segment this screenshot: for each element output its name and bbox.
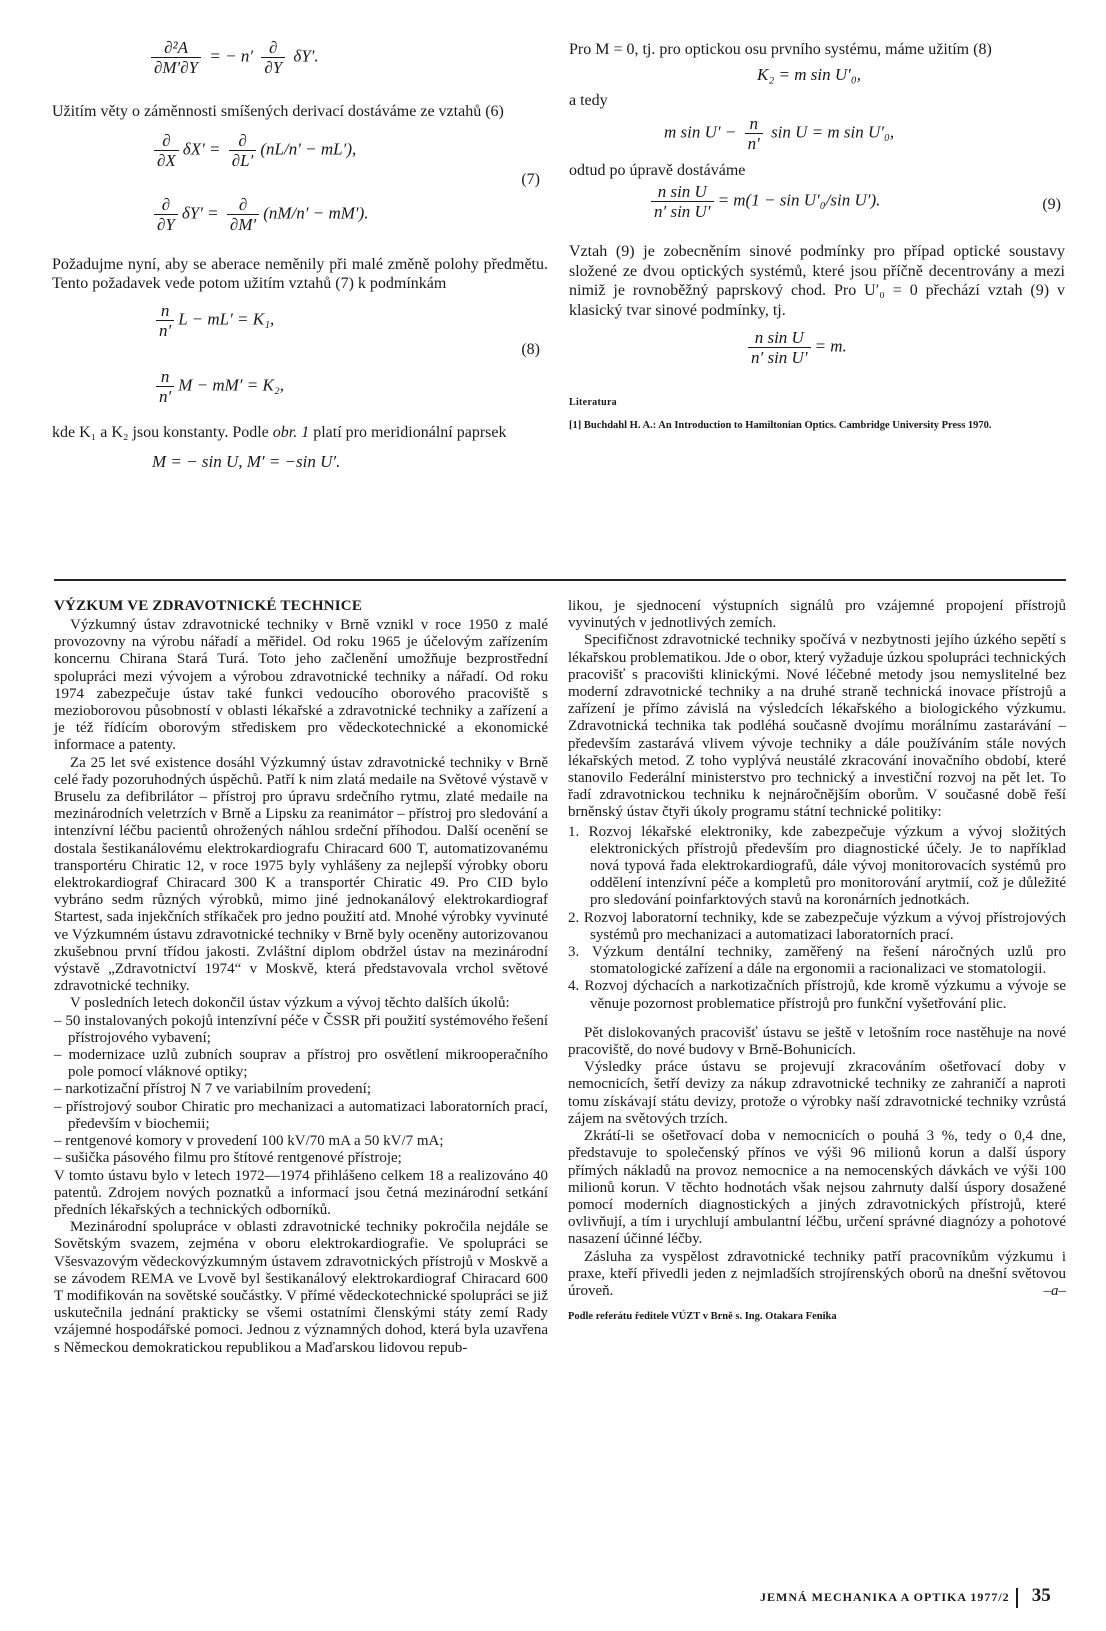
article-paragraph-2: Za 25 let své existence dosáhl Výzkumný ústav zdravotnické techniky v Brně celé řady pozoruhodných úspěchů. Patří k nim zlatá medaile na Světové výstavě v Bruselu za defibrilátor – přístroj pro úpravu srdečního rytmu, zlaté medaile na mezinárodních veletrzích v Brně a Lipsku za reanimátor – přístroj pro sledování a intenzívní léčbu pacientů ohrožených náhlou srdeční příhodou. Další ocenění se dostala šestikanálovému elektrokardiografu Chiracard 600 T, automatizovanému transportéru Chiratic 12, v roce 1975 byly vyhlášeny za nejlepší výrobky oboru elektrokardiograf Chiracard 300 K a transportér Chiratic 49. Pro CID bylo vybráno sedm různých výrobků, mimo jiné jednokanálový elektrokardiograf Startest, sada injekčních stříkaček pro jedno použití atd. Mnohé výrobky vyvinuté ve Výzkumném ústavu zdravotnické techniky v Brně byly oceněny autorizovanou zkušebnou první třídou jakosti. Zvláštní diplom obdržel ústav na mezinárodní výstavě „Zdravotnictví 1974“ v Moskvě, která představovala vrchol světové zdravotnické techniky. [54,754,548,995]
article-title: VÝZKUM VE ZDRAVOTNICKÉ TECHNICE [54,598,363,614]
list-item: 2. Rozvoj laboratorní techniky, kde se zabezpečuje výzkum a vývoj přístrojových systémů pro mechanizaci a automatizaci laboratorních prací. [568,909,1066,943]
article-source: Podle referátu ředitele VÚZT v Brně s. Ing. Otakara Fenika [568,1311,837,1323]
paragraph-sine-condition: Vztah (9) je zobecněním sinové podmínky pro případ optické soustavy složené ze dvou optických systémů, které jsou příčně decentrovány a mezi nimiž je rovnoběžný paprskový chod. Pro U′₀ = 0 přechází vztah (9) v klasický tvar sinové podmínky, tj. [569,243,1065,319]
equation-final: $\frac{\text{n sin U}}{\text{n′ sin U′}}$ = m. [744,328,1065,367]
list-item: 3. Výzkum dentální techniky, zaměřený na řešení náročných uzlů pro stomatologické zařízení a dále na ergonomii a racionalizaci ve stomatologii. [568,944,1066,978]
page-footer [760,1585,1051,1608]
article-right-paragraph-5: Zkrátí-li se ošetřovací doba v nemocnicích o pouhá 3 %, tedy o 0,4 dne, představuje to společenský přínos ve výši 96 milionů korun a další úspory přímých nákladů na provoz nemocnice a na nemocenských dávkách ve výši 100 milionů korun. V těchto hodnotách však nejsou zahrnuty další úspory dosažené pomocí moderních diagnostických a jiných zdravotnických přístrojů, které ovlivňují, a tím i urychlují ambulantní léčbu, určení správné diagnózy a pohotové nasazení účinné léčby. [568,1128,1066,1248]
footer-divider [1016,1588,1018,1608]
article-paragraph-3: V posledních letech dokončil ústav výzkum a vývoj těchto dalších úkolů: [70,995,510,1012]
equation-8-number: (8) [521,341,540,358]
list-item: – rentgenové komory v provedení 100 kV/70 mA a 50 kV/7 mA; [54,1133,444,1150]
equation-9-block [569,182,1065,230]
article-right-paragraph-4: Výsledky práce ústavu se projevují zkracováním ošetřovací doby v nemocnicích, šetří devizy za nákup zdravotnické techniky ze zahraničí a naproti tomu získávají státu devizy, protože o výrobky naší zdravotnické techniky vzrůstá zájem na světových trzích. [568,1059,1066,1127]
equation-7b: $\frac{\partial}{\partial Y}$ δY′ = $\frac{\partial}{\partial M'}$ (nM/n′ − mM′). [150,195,369,234]
equation-meridional: M = − sin U, M′ = −sin U′. [152,452,341,471]
article-paragraph-4: V tomto ústavu bylo v letech 1972—1974 přihlášeno celkem 18 a realizováno 40 patentů. Zdrojem nových poznatků a informací jsou četná mezinárodní setkání předních lékařských a technických odborníků. [54,1167,548,1218]
article-paragraph-5: Mezinárodní spolupráce v oblasti zdravotnické techniky pokročila nejdále se Sovětským svazem, zejména v oboru elektrokardiografie. Ve spolupráci se Všesvazovým vědeckovýzkumným ústavem zdravotnických přístrojů v Moskvě a se závodem REMA ve Lvově byl šestikanálový elektrokardiograf Chiracard 600 T modifikován na sovětské součástky. V přímé vědeckotechnické spolupráci se již uskutečnila jednání prakticky se všemi ostatními členskými státy zemí Rady vzájemné hospodářské pomoci. Jednou z významných dohod, která byla uzavřena s Německou demokratickou republikou a Maďarskou lidovou repub- [54,1219,548,1356]
section-divider [54,579,1066,581]
equation-8-block [52,301,548,419]
list-item: – narkotizační přístroj N 7 ve variabilním provedení; [54,1081,371,1098]
paragraph-and-then: a tedy [569,92,608,109]
paragraph-optical-axis: Pro M = 0, tj. pro optickou osu prvního systému, máme užitím (8) [569,41,992,58]
equation-9: $\frac{\text{n sin U}}{\text{n′ sin U′}}$ = m(1 − sin U′₀/sin U′). [647,182,880,221]
task-list [54,1013,548,1168]
equation-7-block [52,129,548,247]
article-right-paragraph-3: Pět dislokovaných pracovišť ústavu se ještě v letošním roce nastěhuje na nové pracoviště, do nové budovy v Brně-Bohunicích. [568,1024,1066,1059]
equation-7-number: (7) [521,171,540,188]
equation-k2: K₂ = m sin U′₀, [757,65,861,84]
article-paragraph-1: Výzkumný ústav zdravotnické techniky v Brně vznikl v roce 1950 z malé provozovny na výrobu nářadí a měřidel. Od roku 1965 je účelovým zařízením koncernu Chirana Stará Turá. Toto jeho začlenění umožňuje bezprostřední spolupráci mezi vývojem a výrobou zdravotnické techniky a nářadí. Od roku 1974 zabezpečuje ústav také funkci vedoucího oborového pracoviště s mezioborovou působností v oblasti lékařské a zdravotnické techniky a zařízení a je též řídícím oborovým střediskem pro vědeckotechnické a ekonomické informace a patenty. [54,617,548,754]
equation-7a: $\frac{\partial}{\partial X}$ δX′ = $\frac{\partial}{\partial L'}$ (nL/n′ − mL′), [150,131,356,170]
list-item: – sušička pásového filmu pro štítové rentgenové přístroje; [54,1150,402,1167]
equation-msin: m sin U′ − $\frac{n}{n'}$ sin U = m sin U′₀, [664,114,895,153]
constants-text-b: platí pro meridionální paprsek [309,424,507,441]
literature-heading: Literatura [569,397,617,408]
closing-text: Zásluha za vyspělost zdravotnické techniky patří pracovníkům výzkumu i praxe, kteří přivedli jeden z nejmladších strojírenských oborů na dnešní světovou úroveň. [568,1248,1066,1299]
top-right-column [569,40,1065,432]
article-left-column [54,598,548,1357]
journal-name: JEMNÁ MECHANIKA A OPTIKA 1977/2 [760,1590,1010,1604]
literature-item: [1] Buchdahl H. A.: An Introduction to Hamiltonian Optics. Cambridge University Press 1970. [569,420,992,431]
page-number: 35 [1031,1585,1051,1606]
article-right-paragraph-6 [568,1249,1066,1301]
author-signature: –a– [1043,1282,1066,1299]
paragraph-intro: Užitím věty o záměnnosti smíšených derivací dostáváme ze vztahů (6) [52,103,504,120]
equation-9-number: (9) [1042,196,1061,213]
paragraph-requirement: Požadujme nyní, aby se aberace neměnily při malé změně polohy předmětu. Tento požadavek vede potom užitím vztahů (7) k podmínkám [52,256,548,292]
list-item: 4. Rozvoj dýchacích a narkotizačních přístrojů, kde kromě výzkumu a vývoje se věnuje pozornost problematice přístrojů pro funkční vyšetřování plic. [568,978,1066,1012]
equation-8a: $\frac{n}{n'}$ L − mL′ = K₁, [152,301,274,340]
paragraph-rearrange: odtud po úpravě dostáváme [569,162,746,179]
article-right-column [568,598,1066,1323]
figure-reference: obr. 1 [272,424,310,441]
article-right-paragraph-1: likou, je sjednocení výstupních signálů pro vzájemné propojení přístrojů vyvinutých v jednotlivých zemích. [568,598,1066,632]
article-right-paragraph-2: Specifičnost zdravotnické techniky spočívá v nezbytnosti jejího úzkého sepětí s lékařskou problematikou. Jde o obor, který vyžaduje úzkou spolupráci technických pracovišť s pracovišti klinickými. Nové léčebné metody jsou nemyslitelné bez moderní zdravotnické techniky a na druhé straně technická inovace přístrojů a zařízení je přímo závislá na výsledcích lékařského a biologického výzkumu. Zdravotnická technika tak podléhá současně dvojímu morálnímu zastarávání – především zastarává vlivem vývoje techniky a dále používáním stále nových lékařských metod. Z toho vyplývá neustálé zkracování inovačního období, které stanovilo Federální ministerstvo pro technický a investiční rozvoj na pět let. To řadí zdravotnickou techniku k nejnáročnějším oborům. V současné době řeší brněnský ústav čtyři úkoly programu státní technické politiky: [568,632,1067,821]
list-item: – přístrojový soubor Chiratic pro mechanizaci a automatizaci laboratorních prací, především v biochemii; [54,1098,548,1132]
list-item: – 50 instalovaných pokojů intenzívní péče v ČSSR při použití systémového řešení přístrojového vybavení; [54,1012,548,1046]
equation-mixed-derivative: $\frac{\text{∂²A}}{\partial M'\partial Y}$ = − n′ $\frac{\partial}{\partial Y}$ δY′. [147,38,548,82]
equation-8b: $\frac{n}{n'}$ M − mM′ = K₂, [152,367,284,406]
program-list [568,824,1066,1013]
top-left-column [52,38,548,472]
list-item: 1. Rozvoj lékařské elektroniky, kde zabezpečuje výzkum a vývoj složitých elektronických přístrojů především pro diagnostické účely. Je to například nová typová řada elektrokardiografů, dále vývoj monitorovacích systémů pro oddělení intenzívní péče a kompletů pro monitorování arytmií, což je důležité pro sledování poinfarktových stavů na koronárních jednotkách. [568,823,1066,909]
constants-text-a: kde K₁ a K₂ jsou konstanty. Podle [52,424,273,441]
paragraph-constants [52,423,548,442]
list-item: – modernizace uzlů zubních souprav a přístroj pro osvětlení mikrooperačního pole pomocí vláknové optiky; [54,1047,548,1081]
